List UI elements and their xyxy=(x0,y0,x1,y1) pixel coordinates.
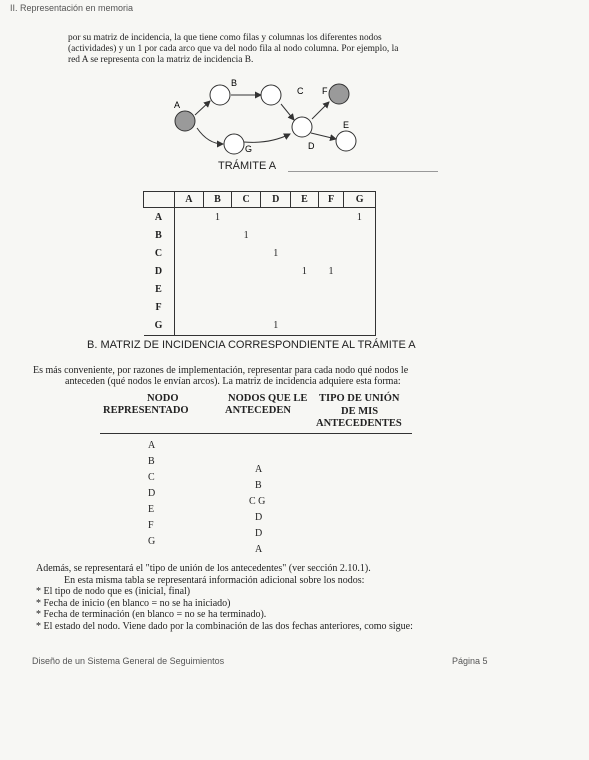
edge-c-d xyxy=(281,104,294,120)
matrix-col-header: D xyxy=(261,192,291,208)
matrix-cell xyxy=(291,208,319,227)
pred-antecedents: D xyxy=(255,528,263,539)
pred-node: B xyxy=(148,456,155,467)
matrix-cell: 1 xyxy=(301,265,307,277)
matrix-cell: 1 xyxy=(243,229,249,241)
matrix-col-header: G xyxy=(344,192,376,208)
matrix-cell xyxy=(344,299,376,317)
col1-header-line2: REPRESENTADO xyxy=(103,405,189,416)
col1-header-line1: NODO xyxy=(147,393,179,404)
matrix-cell: 1 xyxy=(261,317,291,336)
matrix-cell xyxy=(174,244,204,262)
matrix-cell xyxy=(344,244,376,262)
matrix-cell xyxy=(204,244,232,262)
matrix-cell xyxy=(261,208,291,227)
matrix-col-header: E xyxy=(291,192,319,208)
matrix-col-header: C xyxy=(231,192,261,208)
running-header: II. Representación en memoria xyxy=(10,3,134,13)
edge-d-e xyxy=(311,133,336,139)
node-d xyxy=(292,117,312,137)
matrix-cell xyxy=(291,226,319,244)
node-label-g: G xyxy=(245,144,253,154)
edge-a-g xyxy=(197,128,223,144)
para2-line: anteceden (qué nodos le envían arcos). La matriz de incidencia adquiere esta forma: xyxy=(65,376,401,387)
edge-a-b xyxy=(195,101,210,115)
pred-node: F xyxy=(148,520,154,531)
intro-paragraph xyxy=(68,33,498,66)
matrix-cell xyxy=(344,226,376,244)
node-c xyxy=(261,85,281,105)
matrix-cell xyxy=(174,299,204,317)
matrix-cell xyxy=(261,262,291,280)
diagram-caption: TRÁMITE A xyxy=(218,160,277,172)
matrix-cell xyxy=(291,281,319,299)
matrix-cell xyxy=(231,281,261,299)
node-a xyxy=(175,111,195,131)
col3-header-line3: ANTECEDENTES xyxy=(316,418,402,429)
pred-antecedents: A xyxy=(255,464,263,475)
matrix-col-header: A xyxy=(174,192,204,208)
matrix-row-header: D xyxy=(144,262,175,280)
matrix-cell xyxy=(231,208,261,227)
matrix-row-header: E xyxy=(144,281,175,299)
matrix-cell xyxy=(174,226,204,244)
matrix-cell xyxy=(291,244,319,262)
node-label-c: C xyxy=(297,86,304,96)
matrix-cell xyxy=(231,244,261,262)
edge-g-d xyxy=(244,134,290,142)
matrix-cell xyxy=(231,262,261,280)
matrix-cell: 1 xyxy=(273,247,279,259)
matrix-cell xyxy=(344,262,376,280)
second-paragraph xyxy=(33,365,493,387)
intro-line: por su matriz de incidencia, la que tiene como filas y columnas los diferentes nodos xyxy=(68,33,382,43)
matrix-cell xyxy=(231,317,261,336)
node-g xyxy=(224,134,244,154)
matrix-cell xyxy=(261,226,291,244)
network-diagram xyxy=(160,70,380,165)
matrix-cell xyxy=(261,299,291,317)
matrix-cell xyxy=(174,317,204,336)
matrix-cell xyxy=(204,281,232,299)
matrix-cell xyxy=(291,317,319,336)
matrix-cell xyxy=(318,281,344,299)
matrix-row xyxy=(144,262,376,280)
col3-header-line1: TIPO DE UNIÓN xyxy=(319,393,400,404)
para3-line: Además, se representará el "tipo de unión de los antecedentes" (ver sección 2.10.1). xyxy=(36,563,371,574)
incidence-matrix xyxy=(143,191,376,336)
pred-node: G xyxy=(148,536,156,547)
matrix-cell: 1 xyxy=(214,211,220,223)
matrix-row xyxy=(144,299,376,317)
matrix-cell xyxy=(318,244,344,262)
node-label-a: A xyxy=(174,100,181,110)
node-label-f: F xyxy=(322,86,328,96)
matrix-row xyxy=(144,244,376,262)
matrix-cell xyxy=(318,208,344,227)
matrix-row-header: A xyxy=(144,208,175,227)
col3-header-line2: DE MIS xyxy=(341,406,379,417)
col2-header-line1: NODOS QUE LE xyxy=(228,393,308,404)
matrix-row xyxy=(144,281,376,299)
pred-node: D xyxy=(148,488,156,499)
node-f xyxy=(329,84,349,104)
matrix-cell xyxy=(318,317,344,336)
matrix-col-header: F xyxy=(318,192,344,208)
third-paragraph xyxy=(36,563,506,632)
pred-antecedents: C G xyxy=(249,496,266,507)
matrix-caption: B. MATRIZ DE INCIDENCIA CORRESPONDIENTE AL TRÁMITE A xyxy=(87,339,416,351)
footer-title: Diseño de un Sistema General de Seguimientos xyxy=(32,656,225,666)
matrix-row xyxy=(144,208,376,227)
pred-antecedents: D xyxy=(255,512,263,523)
bullet-item: * El estado del nodo. Viene dado por la combinación de las dos fechas anteriores, como sigue: xyxy=(36,620,413,632)
para2-line: Es más conveniente, por razones de implementación, representar para cada nodo qué nodos le xyxy=(33,365,409,376)
matrix-col-header: B xyxy=(204,192,232,208)
matrix-cell xyxy=(174,281,204,299)
matrix-cell xyxy=(318,299,344,317)
pred-node: C xyxy=(148,472,155,483)
matrix-row xyxy=(144,226,376,244)
para3-line: En esta misma tabla se representará información adicional sobre los nodos: xyxy=(64,574,365,586)
matrix-cell xyxy=(344,281,376,299)
matrix-cell xyxy=(204,299,232,317)
matrix-row-header: F xyxy=(144,299,175,317)
pred-node: A xyxy=(148,440,156,451)
node-label-b: B xyxy=(231,78,238,88)
matrix-row xyxy=(144,317,376,336)
caption-rule xyxy=(288,171,438,172)
node-label-d: D xyxy=(308,141,315,151)
matrix-cell: 1 xyxy=(328,265,334,277)
edge-d-f xyxy=(312,102,329,119)
matrix-cell xyxy=(261,281,291,299)
matrix-cell: 1 xyxy=(344,208,376,227)
node-b xyxy=(210,85,230,105)
matrix-cell xyxy=(174,262,204,280)
matrix-header-row xyxy=(144,192,376,208)
bullet-item: * Fecha de inicio (en blanco = no se ha iniciado) xyxy=(36,597,231,609)
matrix-cell xyxy=(318,226,344,244)
node-e xyxy=(336,131,356,151)
matrix-cell xyxy=(231,299,261,317)
col2-header-line2: ANTECEDEN xyxy=(225,405,291,416)
intro-line: red A se representa con la matriz de incidencia B. xyxy=(68,55,254,65)
intro-line: (actividades) y un 1 por cada arco que va del nodo fila al nodo columna. Por ejemplo, la xyxy=(68,44,399,54)
matrix-corner xyxy=(144,192,175,208)
matrix-cell xyxy=(174,208,204,227)
matrix-row-header: B xyxy=(144,226,175,244)
table-header-rule xyxy=(100,433,412,434)
pred-antecedents: B xyxy=(255,480,262,491)
matrix-cell xyxy=(344,317,376,336)
matrix-row-header: G xyxy=(144,317,175,336)
bullet-item: * Fecha de terminación (en blanco = no se ha terminado). xyxy=(36,609,267,620)
matrix-cell xyxy=(204,317,232,336)
pred-node: E xyxy=(148,504,155,515)
node-label-e: E xyxy=(343,120,350,130)
pred-antecedents: A xyxy=(255,544,263,555)
matrix-row-header: C xyxy=(144,244,175,262)
bullet-item: * El tipo de nodo que es (inicial, final) xyxy=(36,586,191,597)
matrix-cell xyxy=(291,299,319,317)
page-number: Página 5 xyxy=(452,656,488,666)
matrix-cell xyxy=(204,226,232,244)
matrix-cell xyxy=(204,262,232,280)
